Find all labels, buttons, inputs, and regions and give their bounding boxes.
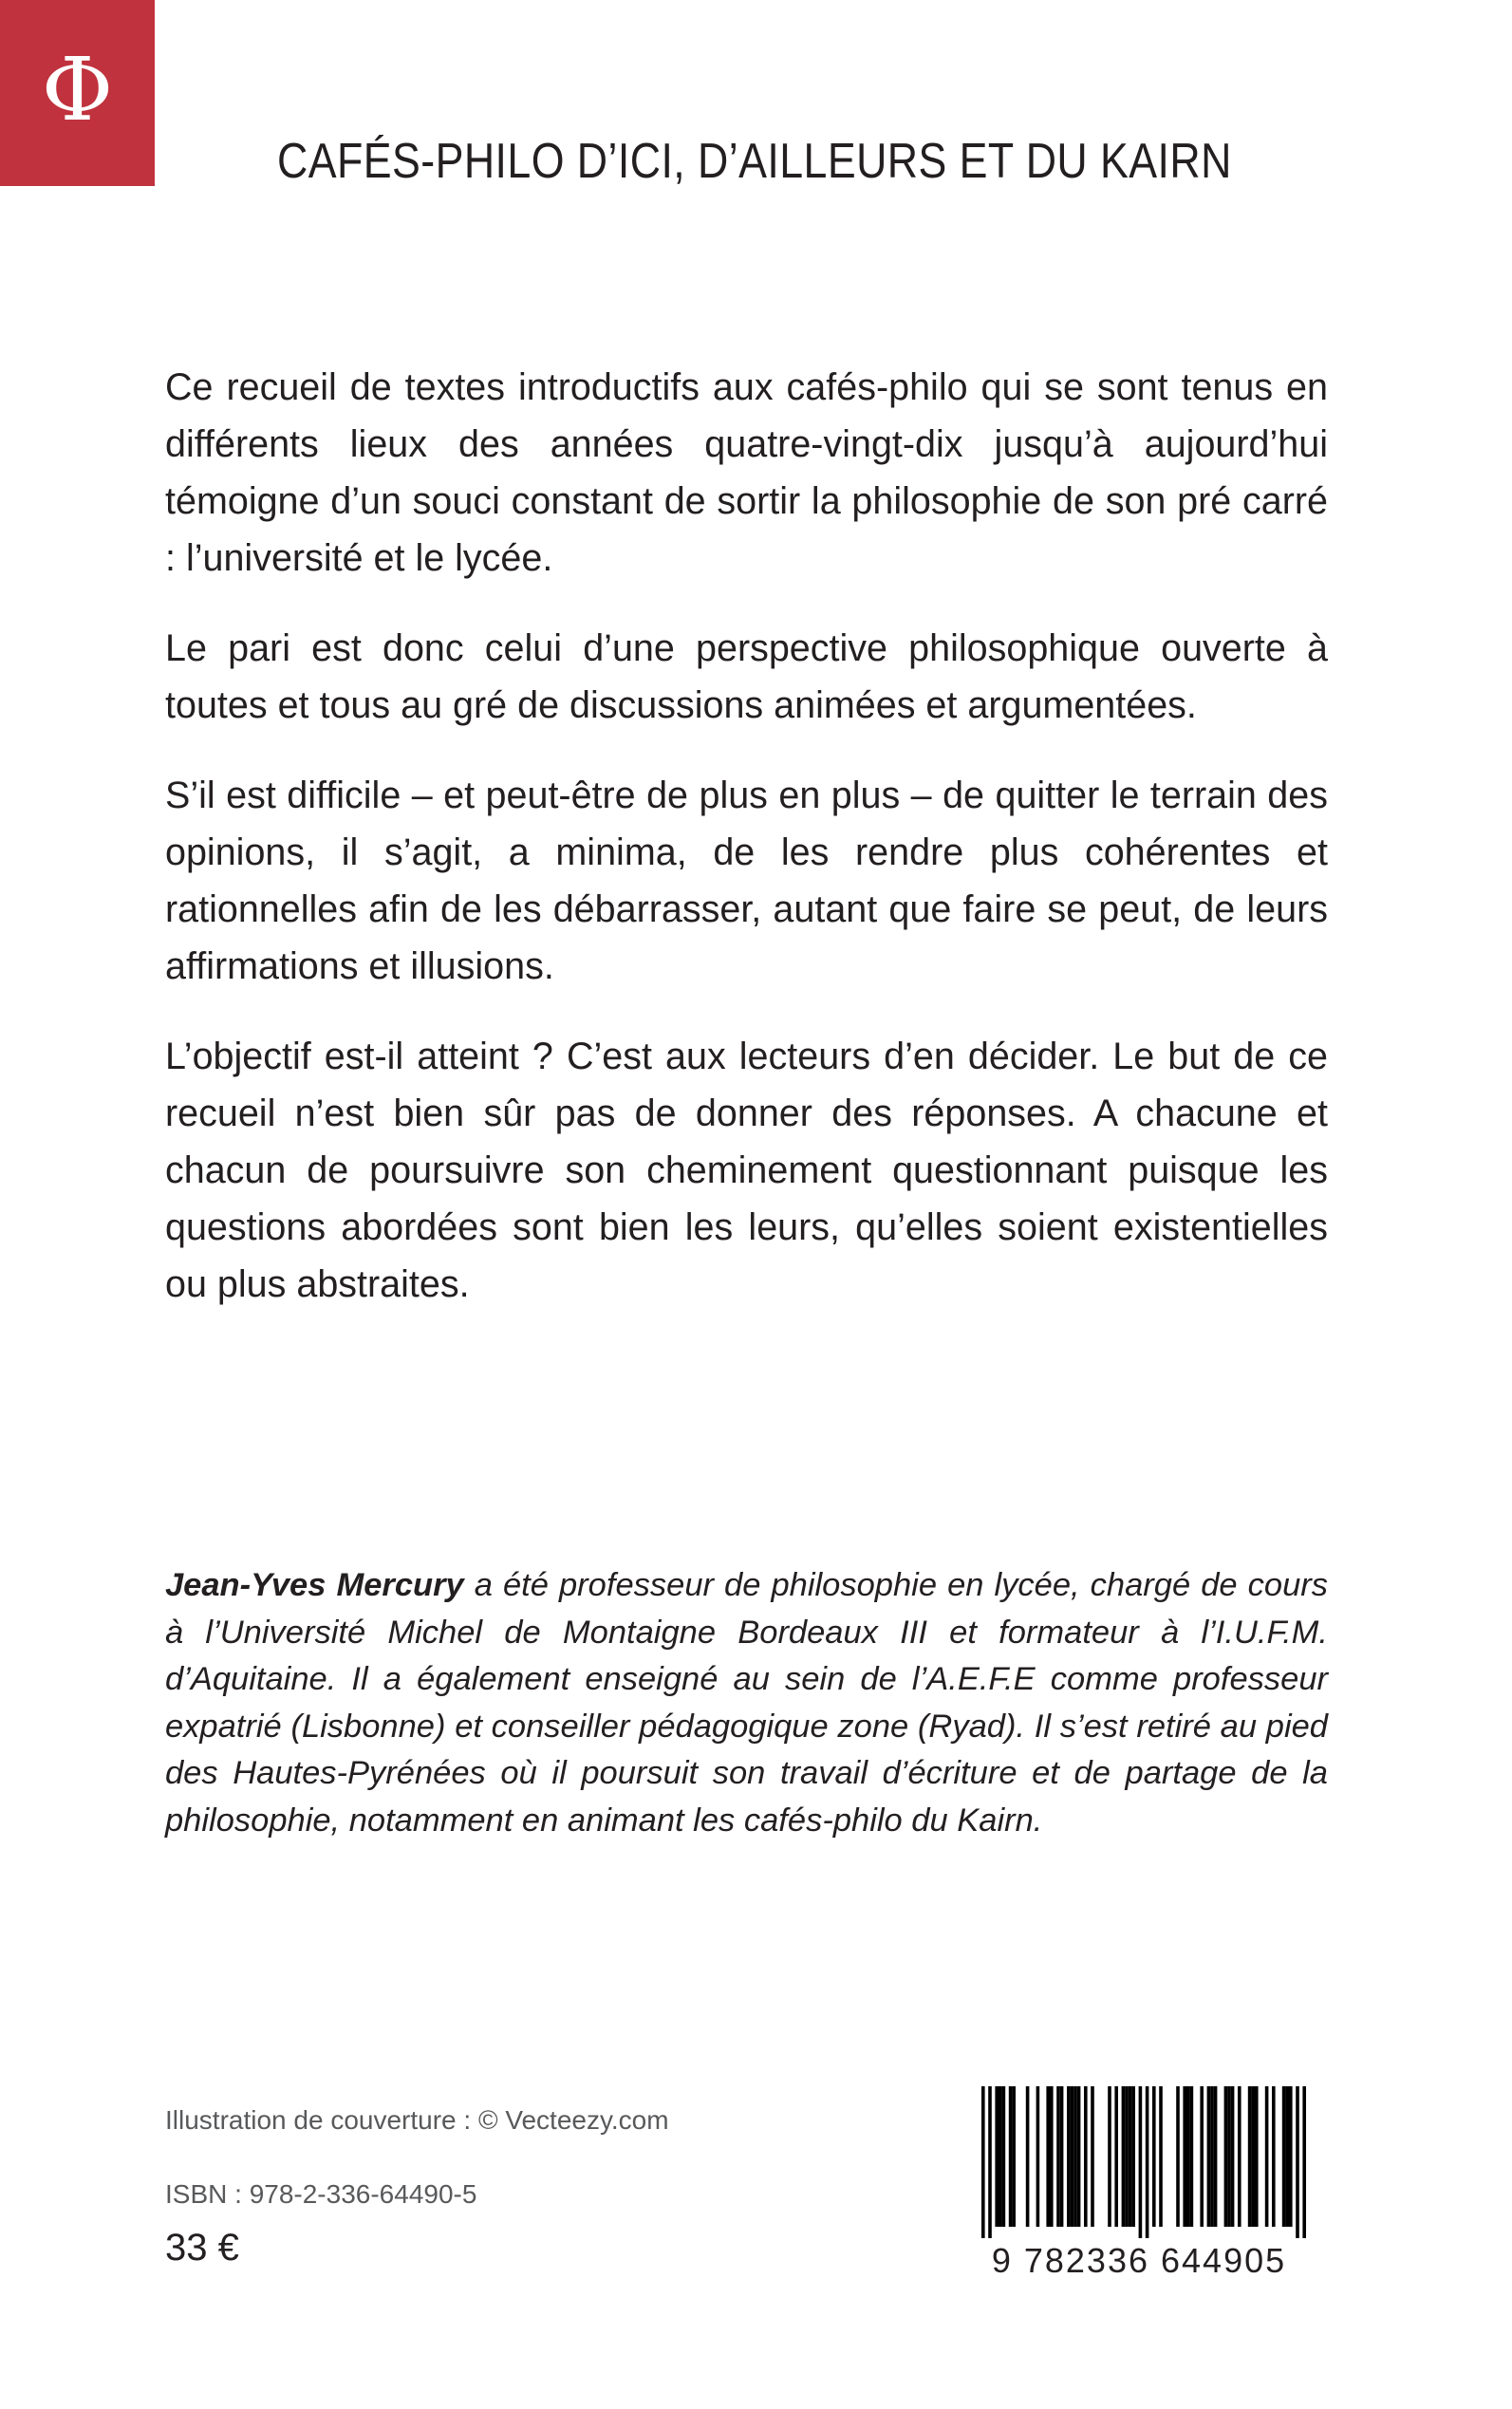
barcode-bar xyxy=(1131,2086,1135,2227)
barcode-bar xyxy=(1227,2086,1231,2227)
barcode-number: 9 782336 644905 xyxy=(991,2241,1287,2276)
barcode-bar xyxy=(1046,2086,1050,2227)
barcode-bars xyxy=(981,2086,1306,2238)
barcode-bar xyxy=(1012,2086,1016,2227)
barcode-bar xyxy=(1296,2086,1299,2238)
barcode-bar xyxy=(1282,2086,1286,2227)
barcode-bar xyxy=(999,2086,1002,2227)
barcode-bar xyxy=(1224,2086,1228,2227)
barcode-bar xyxy=(1036,2086,1040,2227)
barcode-bar xyxy=(1176,2086,1180,2227)
summary-paragraph-3: S’il est difficile – et peut-être de plus en plus – de quitter le terrain des opinions, il s’agit, a minima, de les rendre plus cohérentes et rationnelles afin de les débarrasser, autant que faire se peut, de leurs affirmations et illusions. xyxy=(165,775,1328,987)
barcode-bar xyxy=(1026,2086,1030,2227)
summary-paragraph-2: Le pari est donc celui d’une perspective philosophique ouverte à toutes et tous au gré de discussions animées et argumentées. xyxy=(165,627,1328,726)
barcode-bar xyxy=(1251,2086,1255,2227)
barcode-bar xyxy=(1272,2086,1276,2227)
barcode-bar xyxy=(1248,2086,1252,2227)
barcode-bar xyxy=(1210,2086,1214,2227)
author-bio-text: a été professeur de philosophie en lycée, chargé de cours à l’Université Michel de Montaigne Bordeaux III et formateur à l’I.U.F.M. d’Aquitaine. Il a également enseigné au sein de l’A.E.F.E comme professeur expatrié (Lisbonne) et conseiller pédagogique zone (Ryad). Il s’est retiré au pied des Hautes-Pyrénées où il poursuit son travail d’écriture et de partage de la philosophie, notamment en animant les cafés-philo du Kairn. xyxy=(165,1567,1329,1839)
barcode-bar xyxy=(1108,2086,1111,2227)
barcode-bar xyxy=(1129,2086,1132,2227)
barcode-bar xyxy=(1125,2086,1129,2227)
book-title: CAFÉS-PHILO D’ICI, D’AILLEURS ET DU KAIRN xyxy=(277,134,1232,189)
barcode-bar xyxy=(1060,2086,1064,2227)
barcode-bar xyxy=(1285,2086,1289,2227)
barcode-bar xyxy=(995,2086,999,2227)
barcode-bar xyxy=(1183,2086,1186,2227)
barcode-bar xyxy=(1139,2086,1143,2238)
barcode-bar xyxy=(988,2086,992,2238)
barcode-bar xyxy=(1302,2086,1306,2238)
barcode-bar xyxy=(1200,2086,1204,2227)
barcode-bar xyxy=(1114,2086,1118,2227)
barcode-bar xyxy=(1067,2086,1071,2227)
barcode-bar xyxy=(1152,2086,1156,2227)
barcode-bar xyxy=(1238,2086,1241,2227)
barcode-bar xyxy=(1186,2086,1190,2227)
summary-paragraph-4: L’objectif est-il atteint ? C’est aux lecteurs d’en décider. Le but de ce recueil n’est bien sûr pas de donner des réponses. A chacune et chacun de poursuivre son cheminement questionnant puisque les questions abordées sont bien les leurs, qu’elles soient existentielles ou plus abstraites. xyxy=(165,1036,1328,1305)
summary-paragraph-1: Ce recueil de textes introductifs aux cafés-philo qui se sont tenus en différents lieux des années quatre-vingt-dix jusqu’à aujourd’hui témoigne d’un souci constant de sortir la philosophie de son pré carré : l’université et le lycée. xyxy=(165,366,1328,579)
barcode-bar xyxy=(1071,2086,1074,2227)
barcode-bar xyxy=(1009,2086,1013,2227)
barcode-bar xyxy=(1073,2086,1077,2227)
barcode-bar xyxy=(1214,2086,1218,2227)
barcode-bar xyxy=(1265,2086,1269,2227)
barcode-bar xyxy=(1231,2086,1235,2227)
author-name: Jean-Yves Mercury xyxy=(165,1567,464,1603)
back-cover-summary xyxy=(165,359,1328,1346)
author-bio xyxy=(165,1562,1328,1844)
isbn: ISBN : 978-2-336-64490-5 xyxy=(165,2179,477,2209)
barcode-bar xyxy=(1091,2086,1094,2227)
price: 33 € xyxy=(165,2227,239,2269)
barcode-bar xyxy=(1146,2086,1149,2238)
barcode-bar xyxy=(1084,2086,1088,2227)
barcode-bar xyxy=(1190,2086,1194,2227)
barcode-bar xyxy=(1255,2086,1259,2227)
phi-logo-icon: Φ xyxy=(41,39,114,140)
barcode-bar xyxy=(1002,2086,1006,2227)
barcode-bar xyxy=(1289,2086,1293,2227)
illustration-credit: Illustration de couverture : © Vecteezy.com xyxy=(165,2105,669,2135)
barcode-bar xyxy=(1050,2086,1054,2227)
barcode-bar xyxy=(981,2086,985,2238)
barcode-bar xyxy=(1207,2086,1211,2227)
isbn-barcode xyxy=(949,2086,1329,2276)
barcode-bar xyxy=(1056,2086,1060,2227)
barcode-bar xyxy=(1159,2086,1163,2227)
barcode-bar xyxy=(1122,2086,1126,2227)
barcode-bar xyxy=(1077,2086,1081,2227)
publisher-logo xyxy=(0,0,155,186)
